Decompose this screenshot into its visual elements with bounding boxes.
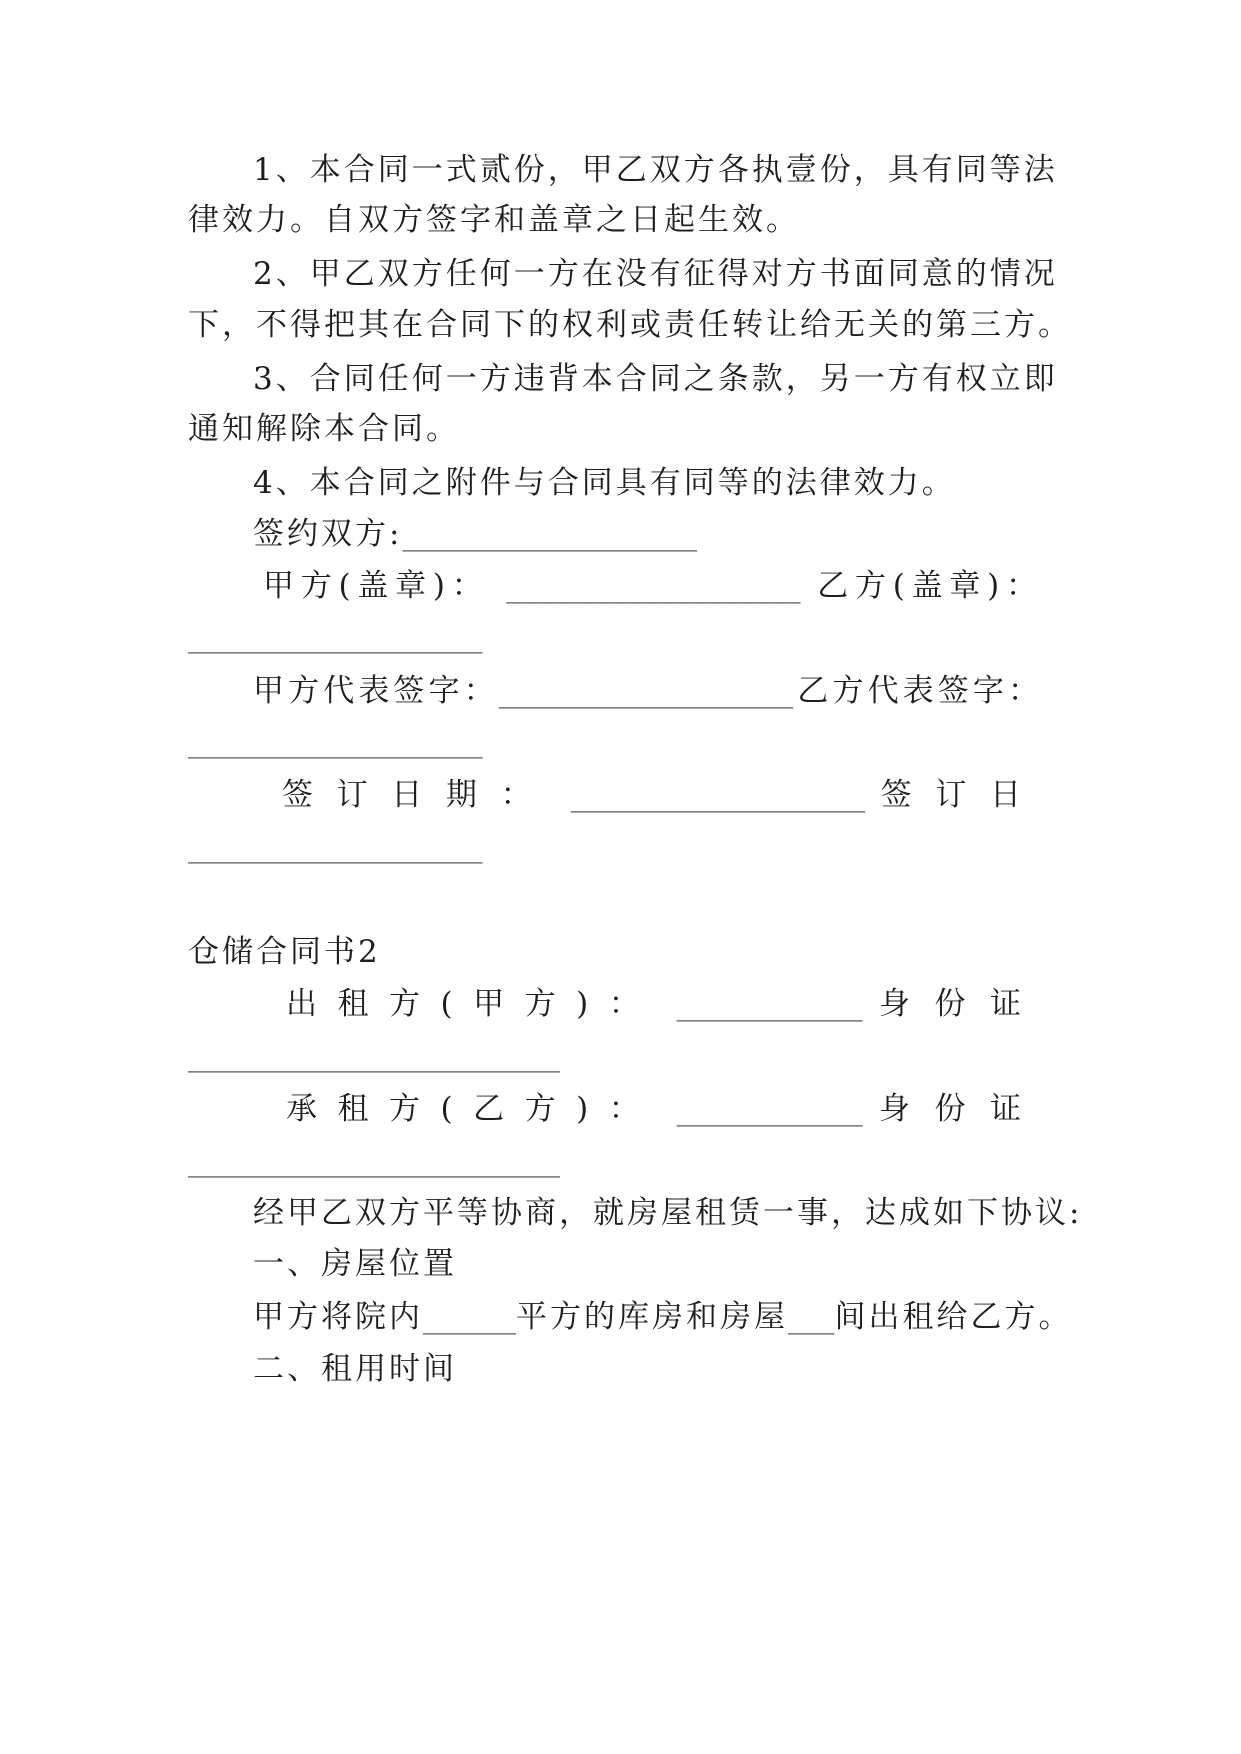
location-part-3: 间出租给乙方。 [834,1299,1073,1335]
clause-1-line-2: 律效力。自双方签字和盖章之日起生效。 [188,202,800,238]
lessee-line [286,1089,1039,1129]
seal-line [263,566,1039,606]
lessee-blank: ____________ [676,1091,863,1127]
location-sentence [253,1297,1073,1337]
seal-b-blank: ___________________ [188,618,483,654]
location-part-1: 甲方将院内 [253,1299,423,1335]
location-part-2: 平方的库房和房屋 [516,1299,788,1335]
clause-2-line-1: 2、甲乙双方任何一方在没有征得对方书面同意的情况 [253,256,1058,292]
signing-parties [253,514,697,554]
clause-2-line-2: 下，不得把其在合同下的权利或责任转让给无关的第三方。 [188,307,1072,343]
clause-3-line-2: 通知解除本合同。 [188,411,460,447]
contract-2-title: 仓储合同书2 [188,934,381,970]
seal-a-label: 甲方(盖章)： [263,568,490,604]
signing-parties-label: 签约双方: [253,516,403,552]
clause-3-line-1: 3、合同任何一方违背本合同之条款，另一方有权立即 [253,361,1058,397]
rep-a-blank: ___________________ [498,673,794,709]
date-b-blank: ___________________ [188,828,483,864]
clause-4: 4、本合同之附件与合同具有同等的法律效力。 [253,465,956,501]
date-a-label: 签订日期： [282,777,556,813]
section-1-heading: 一、房屋位置 [253,1246,457,1282]
date-line [282,775,1039,815]
lessor-id-label: 身份证 [879,986,1039,1022]
lessor-blank: ____________ [676,986,863,1022]
rep-b-label: 乙方代表签字： [793,673,1039,709]
lessee-id-blank: ________________________ [188,1142,560,1178]
lessee-id-label: 身份证 [879,1091,1039,1127]
lessor-label: 出租方(甲方)： [286,986,661,1022]
date-a-blank: ___________________ [570,777,866,813]
lessee-label: 承租方(乙方)： [286,1091,661,1127]
rep-a-label: 甲方代表签字： [253,673,499,709]
seal-b-label: 乙方(盖章)： [817,568,1039,604]
agreement-intro: 经甲乙双方平等协商，就房屋租赁一事，达成如下协议: [253,1195,1083,1231]
date-b-label: 签订日 [880,777,1039,813]
signing-parties-blank: ___________________ [402,516,697,552]
lessor-line [286,984,1039,1024]
location-blank-1: ______ [423,1299,516,1335]
lessor-id-blank: ________________________ [188,1037,560,1073]
seal-a-blank: ___________________ [506,568,801,604]
section-2-heading: 二、租用时间 [253,1351,457,1387]
rep-b-blank: ___________________ [188,723,483,759]
clause-1-line-1: 1、本合同一式贰份，甲乙双方各执壹份，具有同等法 [253,152,1058,188]
rep-line [253,671,1039,711]
location-blank-2: ___ [788,1299,835,1335]
